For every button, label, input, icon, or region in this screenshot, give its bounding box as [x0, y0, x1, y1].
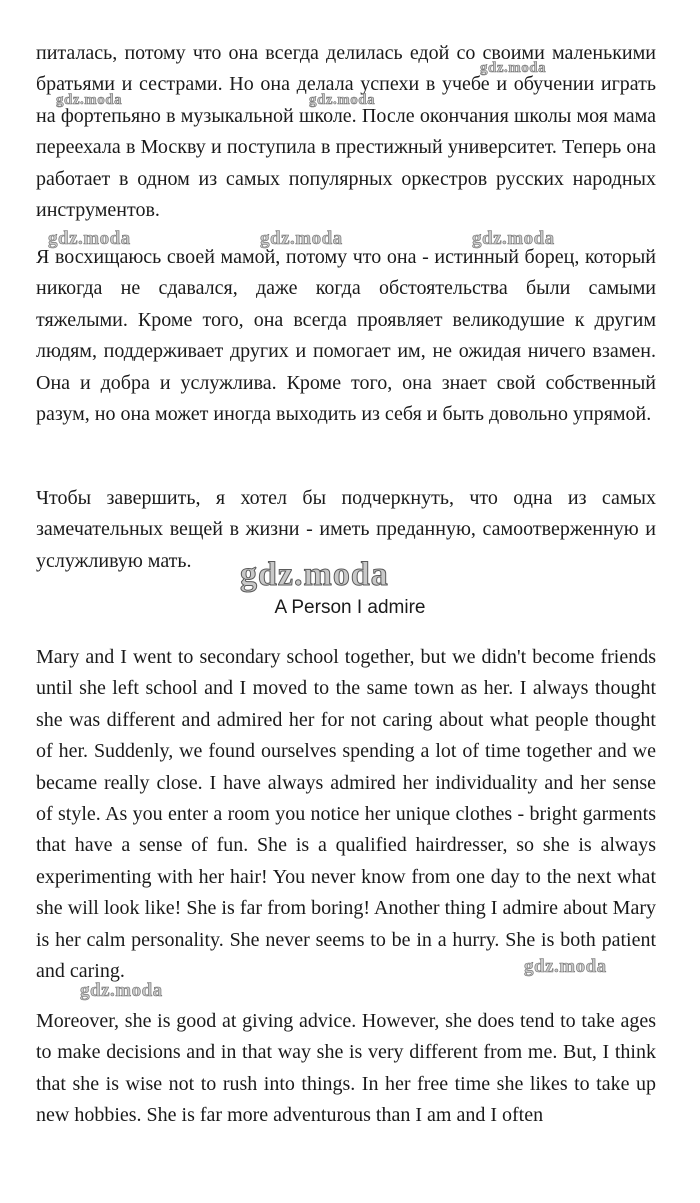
watermark-logo: gdz.moda	[48, 228, 131, 249]
watermark-logo: gdz.moda	[80, 980, 163, 1001]
paragraph-ru-2: Я восхищаюсь своей мамой, потому что она - истинный борец, который никогда не сдавался, даже когда обстоятельства были самыми тяжелыми. Кроме того, она всегда проявляет великодушие к другим людям, поддерживает других и помогает им, не ожидая ничего взамен. Она и добра и услужлива. Кроме того, она знает свой собственный разум, но она может иногда выходить из себя и быть довольно упрямой.	[36, 246, 656, 426]
watermark-logo: gdz.moda	[260, 228, 343, 249]
paragraph-ru-1: питалась, потому что она всегда делилась едой со своими маленькими братьями и сестрами. Но она делала успехи в учебе и обучении играть на фортепьяно в музыкальной школе. После окончания школы моя мама переехала в Москву и поступила в престижный университет. Теперь она работает в одном из самых популярных оркестров русских народных инструментов.	[36, 42, 656, 222]
watermark-logo: gdz.moda	[480, 60, 547, 76]
paragraph-ru-3: Чтобы завершить, я хотел бы подчеркнуть, что одна из самых замечательных вещей в жизни - иметь преданную, самоотверженную и услужливую мать.	[36, 487, 656, 572]
watermark-logo: gdz.moda	[56, 92, 123, 108]
watermark-logo: gdz.moda	[240, 556, 389, 593]
paragraph-en-1: Mary and I went to secondary school together, but we didn't become friends until she left school and I moved to the same town as her. I always thought she was different and admired her for not caring about what people thought of her. Suddenly, we found ourselves spending a lot of time together and we became really close. I have always admired her individuality and her sense of style. As you enter a room you notice her unique clothes - bright garments that have a sense of fun. She is a qualified hairdresser, so she is always experimenting with her hair! You never know from one day to the next what she will look like! She is far from boring! Another thing I admire about Mary is her calm personality. She never seems to be in a hurry. She is both patient and caring.	[36, 646, 656, 983]
watermark-logo: gdz.moda	[309, 92, 376, 108]
paragraph-en-2: Moreover, she is good at giving advice. However, she does tend to take ages to make decisions and in that way she is very different from me. But, I think that she is wise not to rush into things. In her free time she likes to take up new hobbies. She is far more adventurous than I am and I often	[36, 1010, 656, 1127]
watermark-logo: gdz.moda	[524, 956, 607, 977]
watermark-logo: gdz.moda	[472, 228, 555, 249]
essay-heading: A Person I admire	[274, 597, 426, 618]
